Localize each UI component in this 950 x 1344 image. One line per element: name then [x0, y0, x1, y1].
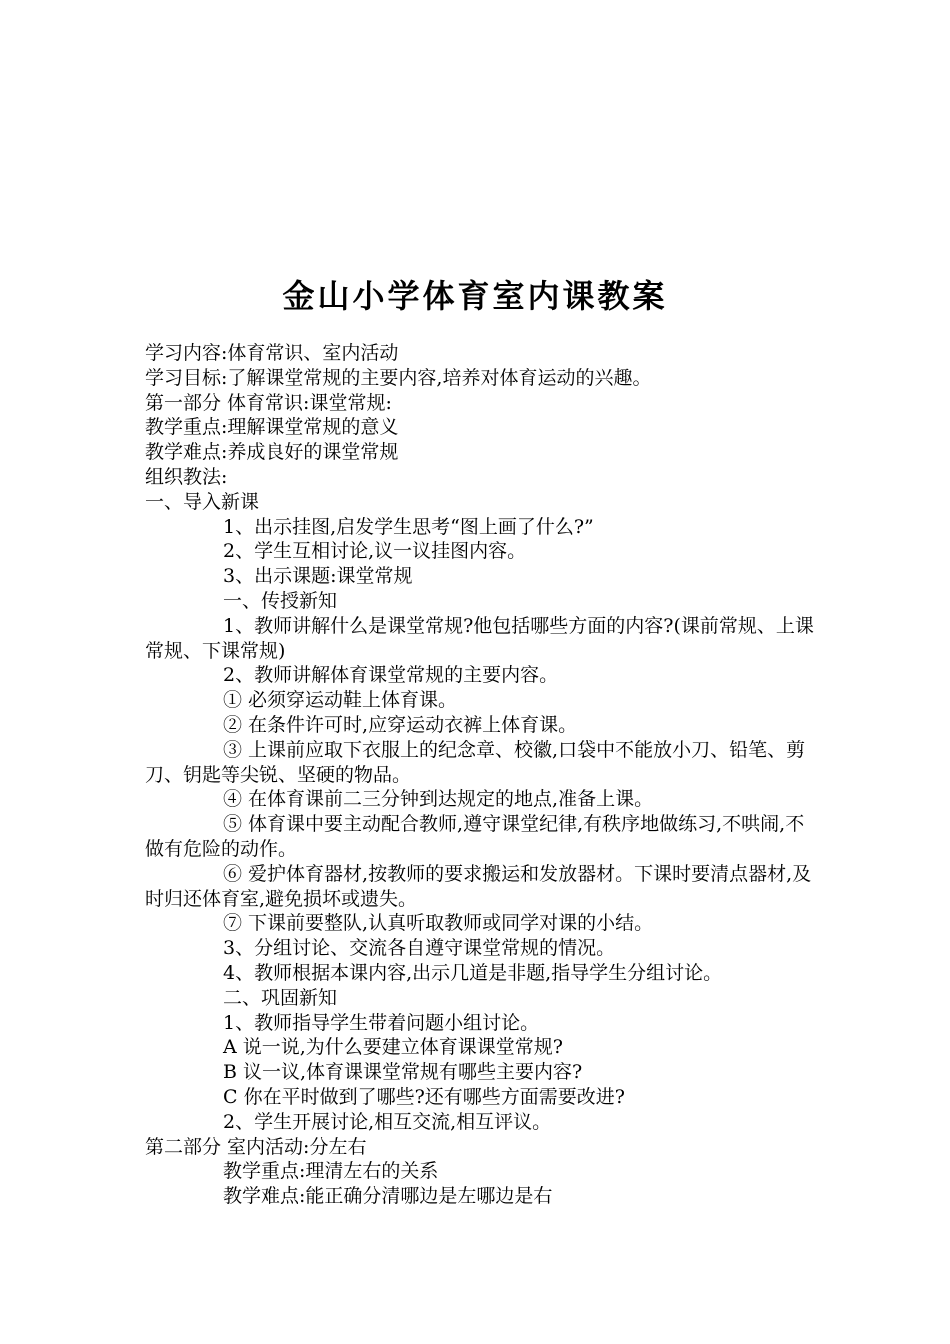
- document-line: ④ 在体育课前二三分钟到达规定的地点,准备上课。: [223, 788, 654, 811]
- document-line: 教学难点:养成良好的课堂常规: [145, 441, 399, 464]
- document-line: ⑤ 体育课中要主动配合教师,遵守课堂纪律,有秩序地做练习,不哄闹,不做有危险的动作。: [145, 813, 805, 860]
- document-line: 一、导入新课: [145, 490, 260, 513]
- document-line: ⑥ 爱护体育器材,按教师的要求搬运和发放器材。下课时要清点器材,及时归还体育室,避免损坏或遗失。: [145, 862, 812, 910]
- document-line: ③ 上课前应取下衣服上的纪念章、校徽,口袋中不能放小刀、铅笔、剪刀、钥匙等尖锐、坚硬的物品。: [145, 738, 806, 786]
- document-line: A 说一说,为什么要建立体育课课堂常规?: [223, 1036, 563, 1059]
- document-line: 第二部分 室内活动:分左右: [145, 1135, 367, 1158]
- document-line: ② 在条件许可时,应穿运动衣裤上体育课。: [223, 713, 578, 736]
- document-line: 第一部分 体育常识:课堂常规:: [145, 391, 392, 414]
- document-line: 2、学生开展讨论,相互交流,相互评议。: [223, 1110, 552, 1133]
- document-line: ⑦ 下课前要整队,认真听取教师或同学对课的小结。: [223, 912, 654, 935]
- document-line: ① 必须穿运动鞋上体育课。: [223, 689, 458, 712]
- document-line: 教学难点:能正确分清哪边是左哪边是右: [223, 1185, 553, 1208]
- document-line: 2、学生互相讨论,议一议挂图内容。: [223, 540, 527, 563]
- document-line: 二、巩固新知: [223, 986, 338, 1009]
- document-line: 教学重点:理解课堂常规的意义: [145, 416, 399, 439]
- document-line: B 议一议,体育课课堂常规有哪些主要内容?: [223, 1061, 583, 1084]
- document-line: 组织教法:: [145, 465, 228, 488]
- document-line: C 你在平时做到了哪些?还有哪些方面需要改进?: [223, 1085, 625, 1108]
- document-line: 1、教师讲解什么是课堂常规?他包括哪些方面的内容?(课前常规、上课常规、下课常规): [145, 614, 814, 662]
- document-line: 学习目标:了解课堂常规的主要内容,培养对体育运动的兴趣。: [145, 366, 652, 389]
- document-line: 3、出示课题:课堂常规: [223, 565, 413, 588]
- document-line: 1、出示挂图,启发学生思考“图上画了什么?”: [223, 515, 594, 538]
- document-line: 学习内容:体育常识、室内活动: [145, 342, 399, 364]
- document-body: [145, 341, 820, 1209]
- document-line: 2、教师讲解体育课堂常规的主要内容。: [223, 664, 559, 687]
- document-line: 1、教师指导学生带着问题小组讨论。: [223, 1011, 540, 1034]
- document-title: 金山小学体育室内课教案: [282, 277, 668, 315]
- document-line: 教学重点:理清左右的关系: [223, 1160, 439, 1183]
- document-line: 3、分组讨论、交流各自遵守课堂常规的情况。: [223, 937, 616, 960]
- document-line: 一、传授新知: [223, 589, 338, 612]
- document-line: 4、教师根据本课内容,出示几道是非题,指导学生分组讨论。: [223, 961, 723, 984]
